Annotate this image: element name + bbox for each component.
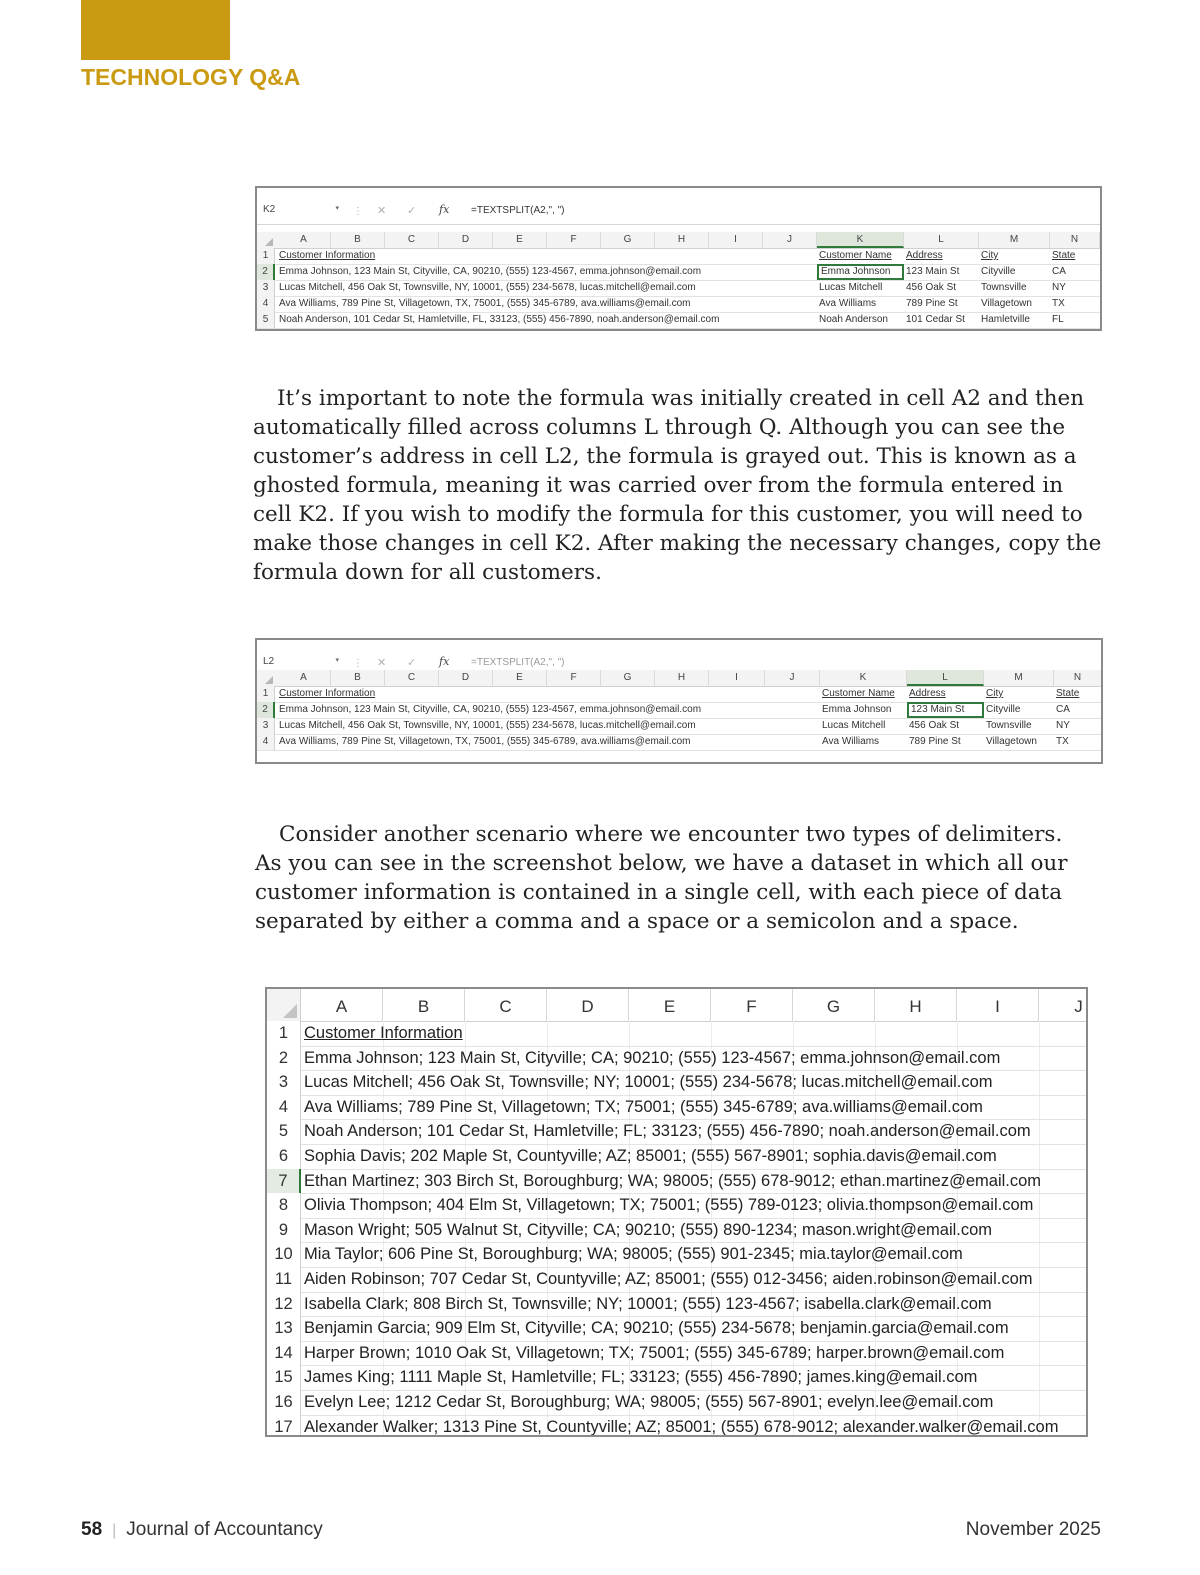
column-header-l[interactable]: L bbox=[904, 232, 979, 248]
row-number[interactable]: 3 bbox=[257, 280, 275, 296]
row-number[interactable]: 1 bbox=[267, 1021, 301, 1046]
column-header-h[interactable]: H bbox=[655, 232, 709, 248]
table-row bbox=[257, 264, 1100, 281]
cancel-icon[interactable]: ✕ bbox=[377, 205, 387, 217]
cell-l[interactable]: 123 Main St bbox=[907, 702, 984, 718]
cell-k[interactable]: Emma Johnson bbox=[817, 264, 904, 280]
column-header-row bbox=[257, 670, 1101, 687]
text-line: make those changes in cell K2. After making the necessary changes, copy the bbox=[253, 531, 1102, 556]
row-number[interactable]: 3 bbox=[257, 718, 275, 734]
cell-l[interactable]: 101 Cedar St bbox=[906, 314, 965, 325]
column-header-k[interactable]: K bbox=[817, 232, 904, 248]
column-header-f[interactable]: F bbox=[711, 989, 793, 1021]
row-number[interactable]: 1 bbox=[257, 248, 275, 264]
cell-a[interactable]: Lucas Mitchell, 456 Oak St, Townsville, NY, 10001, (555) 234-5678, lucas.mitchell@email.com bbox=[279, 720, 696, 731]
cell-n[interactable]: NY bbox=[1056, 720, 1070, 731]
row-number[interactable]: 2 bbox=[267, 1046, 301, 1071]
cell-a[interactable]: Ava Williams, 789 Pine St, Villagetown, TX, 75001, (555) 345-6789, ava.williams@email.com bbox=[279, 298, 691, 309]
select-all-icon[interactable] bbox=[257, 232, 275, 248]
cell-a[interactable]: Olivia Thompson; 404 Elm St, Villagetown; TX; 75001; (555) 789-0123; olivia.thompson@email.com bbox=[304, 1196, 1034, 1215]
row-number[interactable]: 15 bbox=[267, 1365, 301, 1390]
cell-a[interactable]: Customer Information bbox=[279, 688, 376, 699]
column-header-m[interactable]: M bbox=[979, 232, 1050, 248]
cell-n[interactable]: TX bbox=[1052, 298, 1065, 309]
row-number[interactable]: 9 bbox=[267, 1218, 301, 1243]
formula-bar bbox=[257, 188, 1100, 225]
row-number[interactable]: 7 bbox=[267, 1169, 301, 1194]
cell-a[interactable]: Ava Williams, 789 Pine St, Villagetown, TX, 75001, (555) 345-6789, ava.williams@email.com bbox=[279, 736, 691, 747]
cell-a[interactable]: Mia Taylor; 606 Pine St, Boroughburg; WA; 98005; (555) 901-2345; mia.taylor@email.com bbox=[304, 1245, 963, 1264]
table-row bbox=[267, 1341, 1086, 1367]
row-number[interactable]: 4 bbox=[257, 296, 275, 312]
cell-a[interactable]: Alexander Walker; 1313 Pine St, Countyville; AZ; 85001; (555) 678-9012; alexander.walker@email.com bbox=[304, 1417, 1059, 1436]
cell-m[interactable]: Hamletville bbox=[981, 314, 1030, 325]
cell-m[interactable]: City bbox=[981, 250, 999, 261]
column-header-n[interactable]: N bbox=[1054, 670, 1102, 686]
cell-l[interactable]: 789 Pine St bbox=[906, 298, 958, 309]
table-row bbox=[267, 1365, 1086, 1391]
text-line: As you can see in the screenshot below, we have a dataset in which all our bbox=[255, 851, 1068, 876]
enter-check-icon[interactable]: ✓ bbox=[407, 657, 417, 669]
column-header-a[interactable]: A bbox=[277, 670, 331, 686]
table-row bbox=[267, 1316, 1086, 1342]
text-line: automatically filled across columns L through Q. Although you can see the bbox=[253, 415, 1066, 440]
row-number[interactable]: 4 bbox=[267, 1095, 301, 1120]
cell-l[interactable]: Address bbox=[909, 688, 946, 699]
column-header-l[interactable]: L bbox=[907, 670, 984, 686]
table-row bbox=[267, 1046, 1086, 1072]
row-number[interactable]: 10 bbox=[267, 1242, 301, 1267]
row-number[interactable]: 3 bbox=[267, 1070, 301, 1095]
column-header-g[interactable]: G bbox=[793, 989, 875, 1021]
column-header-d[interactable]: D bbox=[439, 670, 493, 686]
column-header-k[interactable]: K bbox=[820, 670, 907, 686]
cell-a[interactable]: Lucas Mitchell; 456 Oak St, Townsville; NY; 10001; (555) 234-5678; lucas.mitchell@email.com bbox=[304, 1073, 993, 1092]
cell-k[interactable]: Emma Johnson bbox=[822, 704, 892, 715]
insert-function-icon[interactable]: fx bbox=[439, 655, 450, 668]
cell-a[interactable]: Aiden Robinson; 707 Cedar St, Countyville; AZ; 85001; (555) 012-3456; aiden.robinson@email.com bbox=[304, 1270, 1033, 1288]
select-all-icon[interactable] bbox=[267, 989, 301, 1021]
footer-separator: | bbox=[112, 1522, 117, 1539]
column-header-b[interactable]: B bbox=[383, 989, 465, 1021]
cell-a[interactable]: Emma Johnson; 123 Main St, Cityville; CA; 90210; (555) 123-4567; emma.johnson@email.com bbox=[304, 1048, 1001, 1067]
column-header-j[interactable]: J bbox=[1039, 989, 1088, 1021]
cell-l[interactable]: 456 Oak St bbox=[906, 282, 957, 293]
cell-a[interactable]: Customer Information bbox=[304, 1024, 463, 1042]
section-title: TECHNOLOGY Q&A bbox=[81, 64, 301, 90]
table-row bbox=[267, 1242, 1086, 1268]
text-line: formula down for all customers. bbox=[253, 560, 602, 585]
cell-a[interactable]: Harper Brown; 1010 Oak St, Villagetown; TX; 75001; (555) 345-6789; harper.brown@email.com bbox=[304, 1343, 1005, 1362]
column-header-f[interactable]: F bbox=[547, 232, 601, 248]
page-number: 58 bbox=[81, 1519, 103, 1540]
table-row bbox=[257, 734, 1101, 751]
column-header-h[interactable]: H bbox=[655, 670, 709, 686]
table-row bbox=[267, 1070, 1086, 1096]
row-number[interactable]: 8 bbox=[267, 1193, 301, 1218]
cell-a[interactable]: Emma Johnson, 123 Main St, Cityville, CA, 90210, (555) 123-4567, emma.johnson@email.com bbox=[279, 704, 702, 715]
text-line: customer’s address in cell L2, the formula is grayed out. This is known as a bbox=[253, 444, 1077, 469]
cell-a[interactable]: Ethan Martinez; 303 Birch St, Boroughburg; WA; 98005; (555) 678-9012; ethan.martinez@email.com bbox=[304, 1171, 1042, 1190]
column-header-m[interactable]: M bbox=[984, 670, 1054, 686]
column-header-i[interactable]: I bbox=[709, 670, 765, 686]
cell-a[interactable]: Sophia Davis; 202 Maple St, Countyville; AZ; 85001; (555) 567-8901; sophia.davis@email.com bbox=[304, 1147, 997, 1165]
footer-left bbox=[81, 1519, 323, 1541]
column-header-c[interactable]: C bbox=[465, 989, 547, 1021]
table-row bbox=[267, 1193, 1086, 1219]
name-box[interactable] bbox=[261, 656, 343, 671]
cell-k[interactable]: Lucas Mitchell bbox=[822, 720, 886, 731]
publication-name: Journal of Accountancy bbox=[126, 1519, 323, 1540]
text-line: It’s important to note the formula was initially created in cell A2 and then bbox=[277, 386, 1085, 411]
cell-m[interactable]: Townsville bbox=[986, 720, 1032, 731]
cell-k[interactable]: Ava Williams bbox=[822, 736, 880, 747]
cell-k[interactable]: Ava Williams bbox=[819, 298, 877, 309]
row-number[interactable]: 5 bbox=[257, 312, 275, 328]
cell-n[interactable]: FL bbox=[1052, 314, 1064, 325]
table-row bbox=[257, 686, 1101, 703]
cell-n[interactable]: CA bbox=[1052, 266, 1066, 277]
column-header-n[interactable]: N bbox=[1050, 232, 1100, 248]
cell-k[interactable]: Noah Anderson bbox=[819, 314, 888, 325]
more-options-icon: ⋮ bbox=[353, 658, 363, 669]
cell-m[interactable]: Cityville bbox=[986, 704, 1021, 715]
cell-k[interactable]: Customer Name bbox=[822, 688, 895, 699]
cell-l[interactable]: 789 Pine St bbox=[909, 736, 961, 747]
table-row bbox=[267, 1144, 1086, 1170]
column-header-e[interactable]: E bbox=[629, 989, 711, 1021]
issue-date: November 2025 bbox=[965, 1519, 1101, 1540]
cell-n[interactable]: TX bbox=[1056, 736, 1069, 747]
cell-n[interactable]: State bbox=[1052, 250, 1076, 261]
column-header-j[interactable]: J bbox=[763, 232, 817, 248]
row-number[interactable]: 13 bbox=[267, 1316, 301, 1341]
row-number[interactable]: 1 bbox=[257, 686, 275, 702]
table-row bbox=[257, 296, 1100, 313]
formula-input[interactable]: =TEXTSPLIT(A2,", ") bbox=[471, 205, 565, 216]
table-row bbox=[267, 1095, 1086, 1121]
column-header-h[interactable]: H bbox=[875, 989, 957, 1021]
row-number[interactable]: 4 bbox=[257, 734, 275, 750]
column-header-d[interactable]: D bbox=[547, 989, 629, 1021]
more-options-icon: ⋮ bbox=[353, 206, 363, 217]
column-header-e[interactable]: E bbox=[493, 670, 547, 686]
row-number[interactable]: 12 bbox=[267, 1292, 301, 1317]
cell-n[interactable]: State bbox=[1056, 688, 1080, 699]
enter-check-icon[interactable]: ✓ bbox=[407, 205, 417, 217]
column-header-e[interactable]: E bbox=[493, 232, 547, 248]
cell-a[interactable]: Mason Wright; 505 Walnut St, Cityville; CA; 90210; (555) 890-1234; mason.wright@email.com bbox=[304, 1220, 993, 1239]
cell-a[interactable]: Noah Anderson; 101 Cedar St, Hamletville; FL; 33123; (555) 456-7890; noah.anderson@email.com bbox=[304, 1122, 1031, 1141]
cell-a[interactable]: James King; 1111 Maple St, Hamletville; FL; 33123; (555) 456-7890; james.king@email.com bbox=[304, 1368, 978, 1387]
text-line: cell K2. If you wish to modify the formula for this customer, you will need to bbox=[253, 502, 1083, 527]
table-row bbox=[267, 1292, 1086, 1318]
row-number[interactable]: 5 bbox=[267, 1119, 301, 1144]
column-header-row bbox=[267, 989, 1086, 1022]
column-header-j[interactable]: J bbox=[765, 670, 820, 686]
cell-l[interactable]: 456 Oak St bbox=[909, 720, 960, 731]
chevron-down-icon[interactable]: ▾ bbox=[335, 657, 339, 664]
spreadsheet-screenshot-1 bbox=[255, 186, 1102, 331]
cell-m[interactable]: Cityville bbox=[981, 266, 1016, 277]
cell-l[interactable]: Address bbox=[906, 250, 943, 261]
cell-a[interactable]: Isabella Clark; 808 Birch St, Townsville; NY; 10001; (555) 123-4567; isabella.clark@email.com bbox=[304, 1294, 992, 1313]
table-row bbox=[267, 1390, 1086, 1416]
table-row bbox=[267, 1119, 1086, 1145]
spreadsheet-screenshot-2 bbox=[255, 638, 1103, 764]
header-color-block bbox=[81, 0, 230, 60]
row-number[interactable]: 14 bbox=[267, 1341, 301, 1366]
cell-k[interactable]: Customer Name bbox=[819, 250, 892, 261]
column-header-a[interactable]: A bbox=[301, 989, 383, 1021]
cell-a[interactable]: Lucas Mitchell, 456 Oak St, Townsville, NY, 10001, (555) 234-5678, lucas.mitchell@email.com bbox=[279, 282, 696, 293]
column-header-f[interactable]: F bbox=[547, 670, 601, 686]
table-row bbox=[257, 312, 1100, 329]
insert-function-icon[interactable]: fx bbox=[439, 203, 450, 216]
column-header-i[interactable]: I bbox=[957, 989, 1039, 1021]
text-line: separated by either a comma and a space or a semicolon and a space. bbox=[255, 909, 1019, 934]
cell-l[interactable]: 123 Main St bbox=[906, 266, 960, 277]
cell-a[interactable]: Noah Anderson, 101 Cedar St, Hamletville, FL, 33123, (555) 456-7890, noah.anderson@email.com bbox=[279, 314, 720, 325]
cell-n[interactable]: CA bbox=[1056, 704, 1070, 715]
cell-a[interactable]: Benjamin Garcia; 909 Elm St, Cityville; CA; 90210; (555) 234-5678; benjamin.garcia@email.com bbox=[304, 1319, 1009, 1338]
cell-m[interactable]: Villagetown bbox=[981, 298, 1032, 309]
column-header-d[interactable]: D bbox=[439, 232, 493, 248]
body-paragraph-1 bbox=[253, 384, 1101, 587]
cell-m[interactable]: City bbox=[986, 688, 1004, 699]
table-row bbox=[267, 1415, 1086, 1437]
column-header-g[interactable]: G bbox=[601, 232, 655, 248]
cell-a[interactable]: Customer Information bbox=[279, 250, 376, 261]
name-box-value: K2 bbox=[263, 204, 276, 215]
cell-m[interactable]: Villagetown bbox=[986, 736, 1037, 747]
table-row bbox=[257, 702, 1101, 719]
row-number[interactable]: 11 bbox=[267, 1267, 301, 1292]
row-number[interactable]: 17 bbox=[267, 1415, 301, 1437]
cell-a[interactable]: Ava Williams; 789 Pine St, Villagetown; TX; 75001; (555) 345-6789; ava.williams@email.com bbox=[304, 1097, 983, 1116]
column-header-c[interactable]: C bbox=[385, 670, 439, 686]
table-row bbox=[267, 1267, 1086, 1293]
table-row bbox=[257, 248, 1100, 265]
spreadsheet-screenshot-3 bbox=[265, 987, 1088, 1437]
cell-a[interactable]: Emma Johnson, 123 Main St, Cityville, CA, 90210, (555) 123-4567, emma.johnson@email.com bbox=[279, 266, 702, 277]
column-header-g[interactable]: G bbox=[601, 670, 655, 686]
chevron-down-icon[interactable]: ▾ bbox=[335, 205, 339, 212]
column-header-a[interactable]: A bbox=[277, 232, 331, 248]
cell-m[interactable]: Townsville bbox=[981, 282, 1027, 293]
text-line: customer information is contained in a single cell, with each piece of data bbox=[255, 880, 1063, 905]
select-all-icon[interactable] bbox=[257, 670, 275, 686]
name-box[interactable] bbox=[261, 204, 343, 219]
column-header-c[interactable]: C bbox=[385, 232, 439, 248]
row-number[interactable]: 2 bbox=[257, 264, 275, 280]
table-row bbox=[267, 1218, 1086, 1244]
cell-k[interactable]: Lucas Mitchell bbox=[819, 282, 883, 293]
text-line: Consider another scenario where we encounter two types of delimiters. bbox=[279, 822, 1063, 847]
table-row bbox=[267, 1169, 1086, 1195]
formula-input[interactable]: =TEXTSPLIT(A2,", ") bbox=[471, 657, 565, 668]
row-number[interactable]: 2 bbox=[257, 702, 275, 718]
column-header-i[interactable]: I bbox=[709, 232, 763, 248]
cell-n[interactable]: NY bbox=[1052, 282, 1066, 293]
text-line: ghosted formula, meaning it was carried over from the formula entered in bbox=[253, 473, 1064, 498]
row-number[interactable]: 6 bbox=[267, 1144, 301, 1169]
column-header-b[interactable]: B bbox=[331, 232, 385, 248]
cell-a[interactable]: Evelyn Lee; 1212 Cedar St, Boroughburg; WA; 98005; (555) 567-8901; evelyn.lee@email.com bbox=[304, 1393, 994, 1411]
column-header-row bbox=[257, 232, 1100, 249]
name-box-value: L2 bbox=[263, 656, 275, 667]
table-row bbox=[257, 280, 1100, 297]
table-row bbox=[267, 1021, 1086, 1047]
column-header-b[interactable]: B bbox=[331, 670, 385, 686]
row-number[interactable]: 16 bbox=[267, 1390, 301, 1415]
body-paragraph-2 bbox=[255, 820, 1068, 936]
table-row bbox=[257, 718, 1101, 735]
cancel-icon[interactable]: ✕ bbox=[377, 657, 387, 669]
